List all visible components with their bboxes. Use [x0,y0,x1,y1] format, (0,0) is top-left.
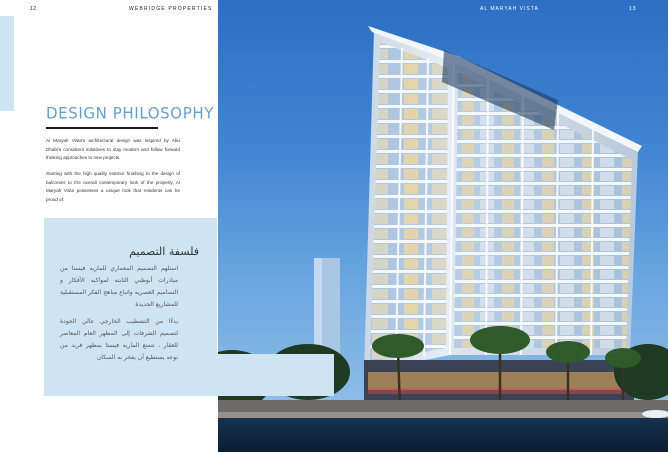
heading-underline [46,127,158,129]
project-name: AL MARYAH VISTA [480,6,539,12]
decorative-blue-tab [0,16,14,111]
arabic-paragraph-2: بدءًا من التشطيب الخارجي عالي الجودة لتصميم الشرفات إلى المظهر العام المعاصر للعقار ، تتمتع الماريه فيستا بمظهر فريد من نوعه يستطيع أن يفخر به السكان [60,318,178,361]
detail-paragraph: Starting with the high quality exterior finishing to the design of balconies to the overall contemporary look of the property, Al Maryah Vista possesses a unique look that residents can be proud of. [46,171,180,203]
arabic-paragraph-1: استلهم التصميم المعماري للماريه فيستا من مبادرات أبوظبي الثابته لمواكبه الأفكار و التصاميم العصريه واتباع مناهج الفكر المستقبلية للمشاريع الجديدة [60,265,178,308]
brand-name: WEBRIDGE PROPERTIES [129,6,213,12]
left-page-number: 12 [30,6,37,12]
section-heading: DESIGN PHILOSOPHY [46,103,214,123]
arabic-heading: فلسفة التصميم [129,245,199,258]
intro-paragraph: Al Maryah Vista's architectural design was inspired by Abu Dhabi's consistent initiatives to stay modern and follow forward thinking approaches to new projects. [46,138,180,161]
right-page-number: 13 [629,6,637,12]
arabic-panel [44,218,217,396]
arabic-panel-extension [217,354,334,396]
